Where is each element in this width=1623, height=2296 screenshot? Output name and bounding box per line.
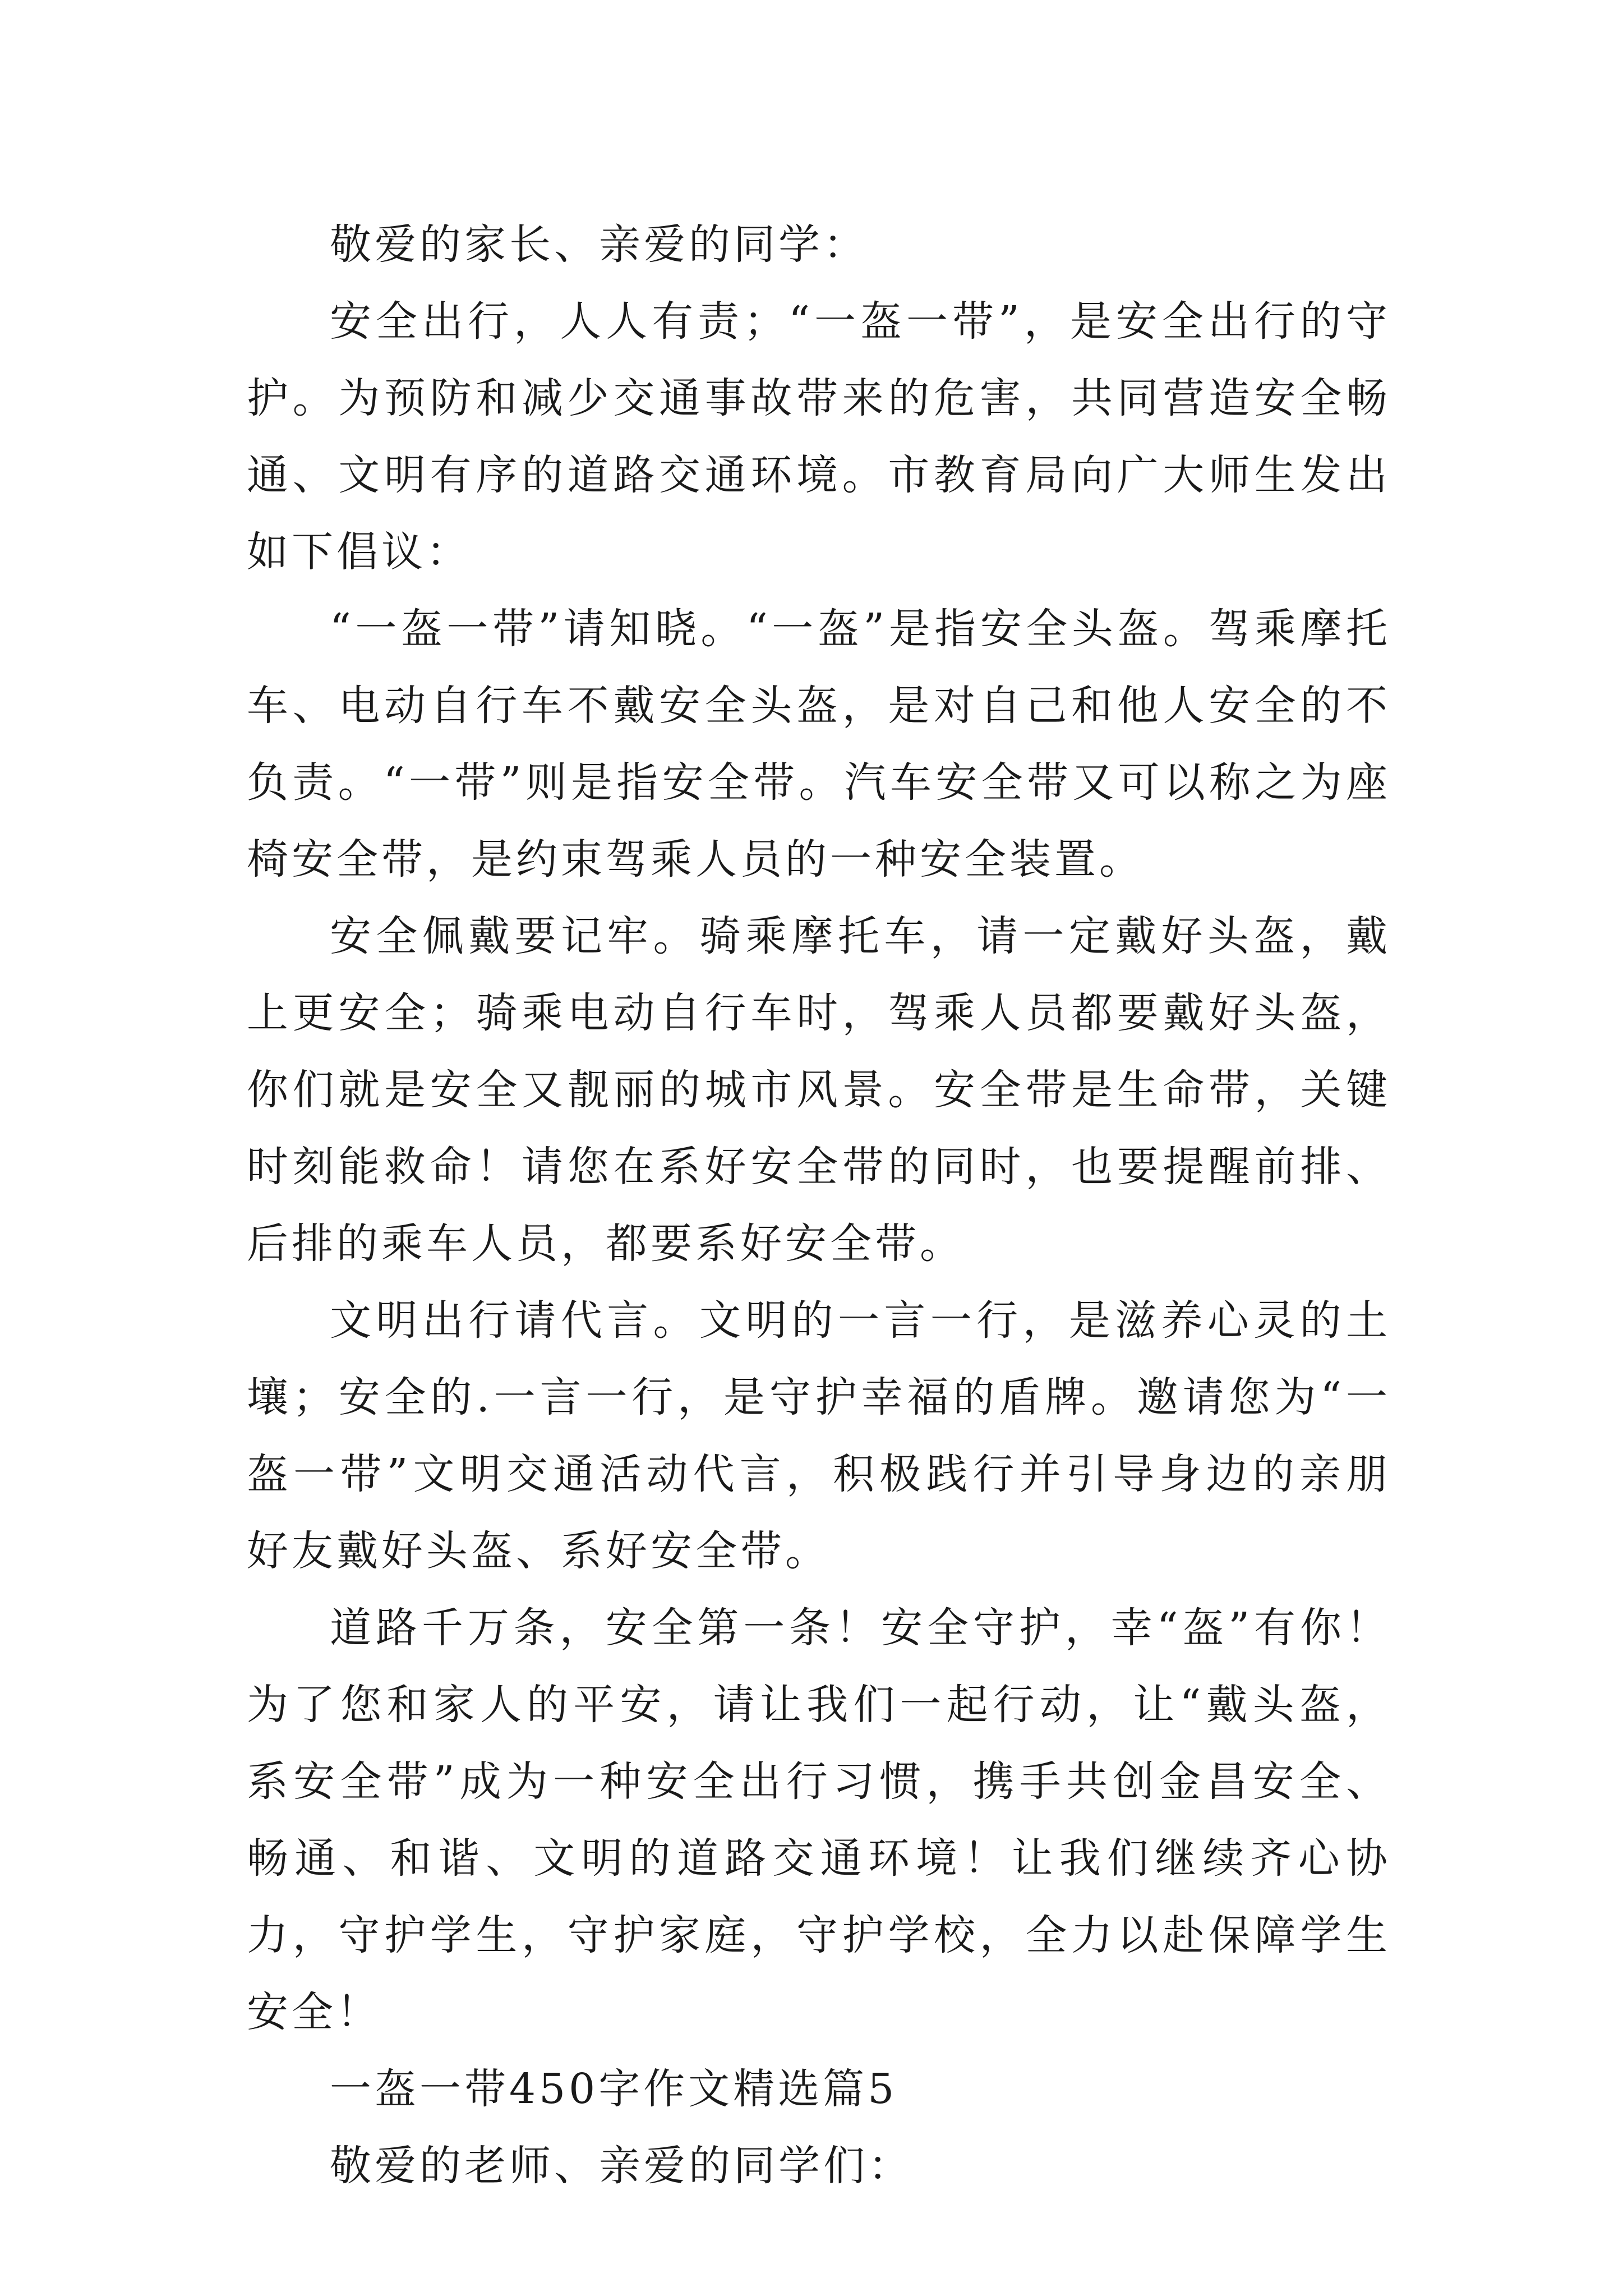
salutation: 敬爱的家长、亲爱的同学： [330, 220, 868, 269]
paragraph: 安全出行，人人有责；“一盔一带”，是安全出行的守护。为预防和减少交通事故带来的危害，共同营造安全畅通、文明有序的道路交通环境。市教育局向广大师生发出如下倡议： [247, 297, 1391, 576]
paragraph: 文明出行请代言。文明的一言一行，是滋养心灵的土壤；安全的.一言一行，是守护幸福的盾牌。邀请您为“一盔一带”文明交通活动代言，积极践行并引导身边的亲朋好友戴好头盔、系好安全带。 [247, 1296, 1391, 1575]
section-heading: 一盔一带450字作文精选篇5 [330, 2065, 898, 2113]
document-body [247, 206, 1391, 2205]
paragraph: 道路千万条，安全第一条！安全守护，幸“盔”有你！为了您和家人的平安，请让我们一起行动，让“戴头盔，系安全带”成为一种安全出行习惯，携手共创金昌安全、畅通、和谐、文明的道路交通环境！让我们继续齐心协力，守护学生，守护家庭，守护学校，全力以赴保障学生安全！ [247, 1604, 1391, 2036]
paragraph: “一盔一带”请知晓。“一盔”是指安全头盔。驾乘摩托车、电动自行车不戴安全头盔，是对自己和他人安全的不负责。“一带”则是指安全带。汽车安全带又可以称之为座椅安全带，是约束驾乘人员的一种安全装置。 [247, 605, 1391, 884]
paragraph: 安全佩戴要记牢。骑乘摩托车，请一定戴好头盔，戴上更安全；骑乘电动自行车时，驾乘人员都要戴好头盔，你们就是安全又靓丽的城市风景。安全带是生命带，关键时刻能救命！请您在系好安全带的同时，也要提醒前排、后排的乘车人员，都要系好安全带。 [247, 912, 1391, 1268]
closing-salutation: 敬爱的老师、亲爱的同学们： [330, 2142, 913, 2190]
